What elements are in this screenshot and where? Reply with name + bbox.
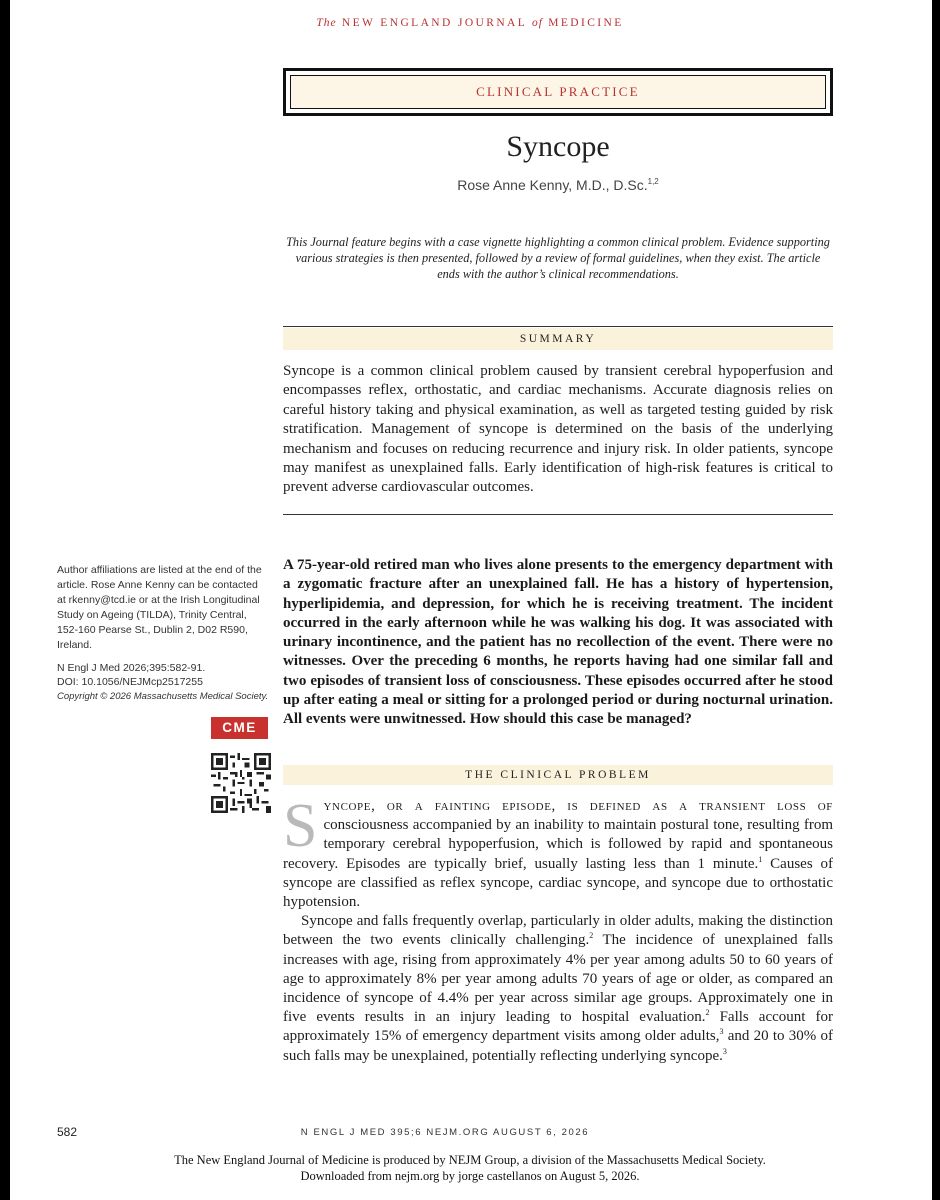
feature-intro: This Journal feature begins with a case vignette highlighting a common clinical problem. Evidence supporting various strategies is then presented, followed by a review of formal guidelines, when they exist. The article ends with the author’s clinical recommendations. xyxy=(286,235,830,281)
summary-text: Syncope is a common clinical problem caused by transient cerebral hypoperfusion and encompasses reflex, orthostatic, and cardiac mechanisms. Accurate diagnosis relies on careful history taking and physical examination, as well as targeted testing guided by risk stratification. Management of syncope is determined on the basis of the underlying mechanism and focuses on reducing recurrence and injury risk. In older patients, syncope may manifest as unexplained falls. Early identification of high-risk features is critical to prevent adverse cardiovascular outcomes. xyxy=(283,363,833,496)
summary-heading: SUMMARY xyxy=(283,328,833,350)
section-label-box xyxy=(283,68,833,116)
right-edge-bar xyxy=(932,0,940,1200)
clinical-problem-heading: THE CLINICAL PROBLEM xyxy=(283,765,833,785)
citation: N Engl J Med 2026;395:582-91. DOI: 10.1056/NEJMcp2517255 Copyright © 2026 Massachusetts Medical Society. xyxy=(57,662,269,702)
drop-cap: S xyxy=(283,792,318,860)
cme-badge[interactable]: CME xyxy=(211,717,268,739)
sidebar-notes xyxy=(57,563,269,712)
section-label: CLINICAL PRACTICE xyxy=(476,84,640,99)
article-author: Rose Anne Kenny, M.D., D.Sc.$^{1,2}$ xyxy=(457,177,659,193)
clinical-problem-text xyxy=(283,792,833,1066)
doi: DOI: 10.1056/NEJMcp2517255 xyxy=(57,676,203,688)
case-vignette: A 75-year-old retired man who lives alone presents to the emergency department with a zygomatic fracture after an unexplained fall. He has a history of hypertension, hyperlipidemia, and depression, for which he is receiving treatment. The incident occurred in the early afternoon while he was walking his dog. It was associated with urinary incontinence, and the patient has no recollection of the event. There were no witnesses. Over the preceding 6 months, he reports having had one similar fall and two episodes of transient loss of consciousness. These episodes occurred after he stood up after eating a meal or sitting for a prolonged period or during nocturnal urination. All events were unwitnessed. How should this case be managed? xyxy=(283,557,833,728)
journal-masthead: The NEW ENGLAND JOURNAL of MEDICINE xyxy=(316,17,624,29)
summary-top-rule xyxy=(283,326,833,327)
journal-footer-line: N ENGL J MED 395;6 NEJM.ORG AUGUST 6, 2026 xyxy=(300,1127,590,1138)
qr-code[interactable] xyxy=(211,753,271,813)
article-title: Syncope xyxy=(506,130,610,163)
paragraph-1: Syncope, or a fainting episode, is defined as a transient loss of consciousness accompanied by an inability to maintain postural tone, resulting from temporary cerebral hypoperfusion, which is followed by rapid and spontaneous recovery. Episodes are typically brief, usually lasting less than 1 minute.$^1$ Causes of syncope are classified as reflex syncope, cardiac syncope, and syncope due to orthostatic hypotension. xyxy=(283,792,833,911)
page-footer xyxy=(57,1125,833,1141)
download-notice: The New England Journal of Medicine is produced by NEJM Group, a division of the Massachusetts Medical Society. Downloaded from nejm.org by jorge castellanos on August 5, 2026. xyxy=(174,1153,766,1183)
page-number: 582 xyxy=(57,1125,78,1139)
author-affiliation: Author affiliations are listed at the end of the article. Rose Anne Kenny can be contacted at rkenny@tcd.ie or at the Irish Longitudinal Study on Ageing (TILDA), Trinity Central, 152-160 Pearse St., Dublin 2, D02 R590, Ireland. xyxy=(57,564,262,651)
paragraph-2: Syncope and falls frequently overlap, particularly in older adults, making the distinction between the two events clinically challenging.$^2$ The incidence of unexplained falls increases with age, rising from approximately 4% per year among adults 50 to 60 years of age to approximately 8% per year among adults 70 years of age or older, as compared an incidence of syncope of 4.4% per year across similar age groups. Approximately one in five events results in an injury leading to hospital evaluation.$^2$ Falls account for approximately 15% of emergency department visits among older adults,$^3$ and 20 to 30% of such falls may be unexplained, potentially reflecting underlying syncope.$^3$ xyxy=(283,913,833,1064)
left-edge-bar xyxy=(0,0,10,1200)
copyright: Copyright © 2026 Massachusetts Medical Society. xyxy=(57,691,269,702)
summary-bottom-rule xyxy=(283,514,833,515)
